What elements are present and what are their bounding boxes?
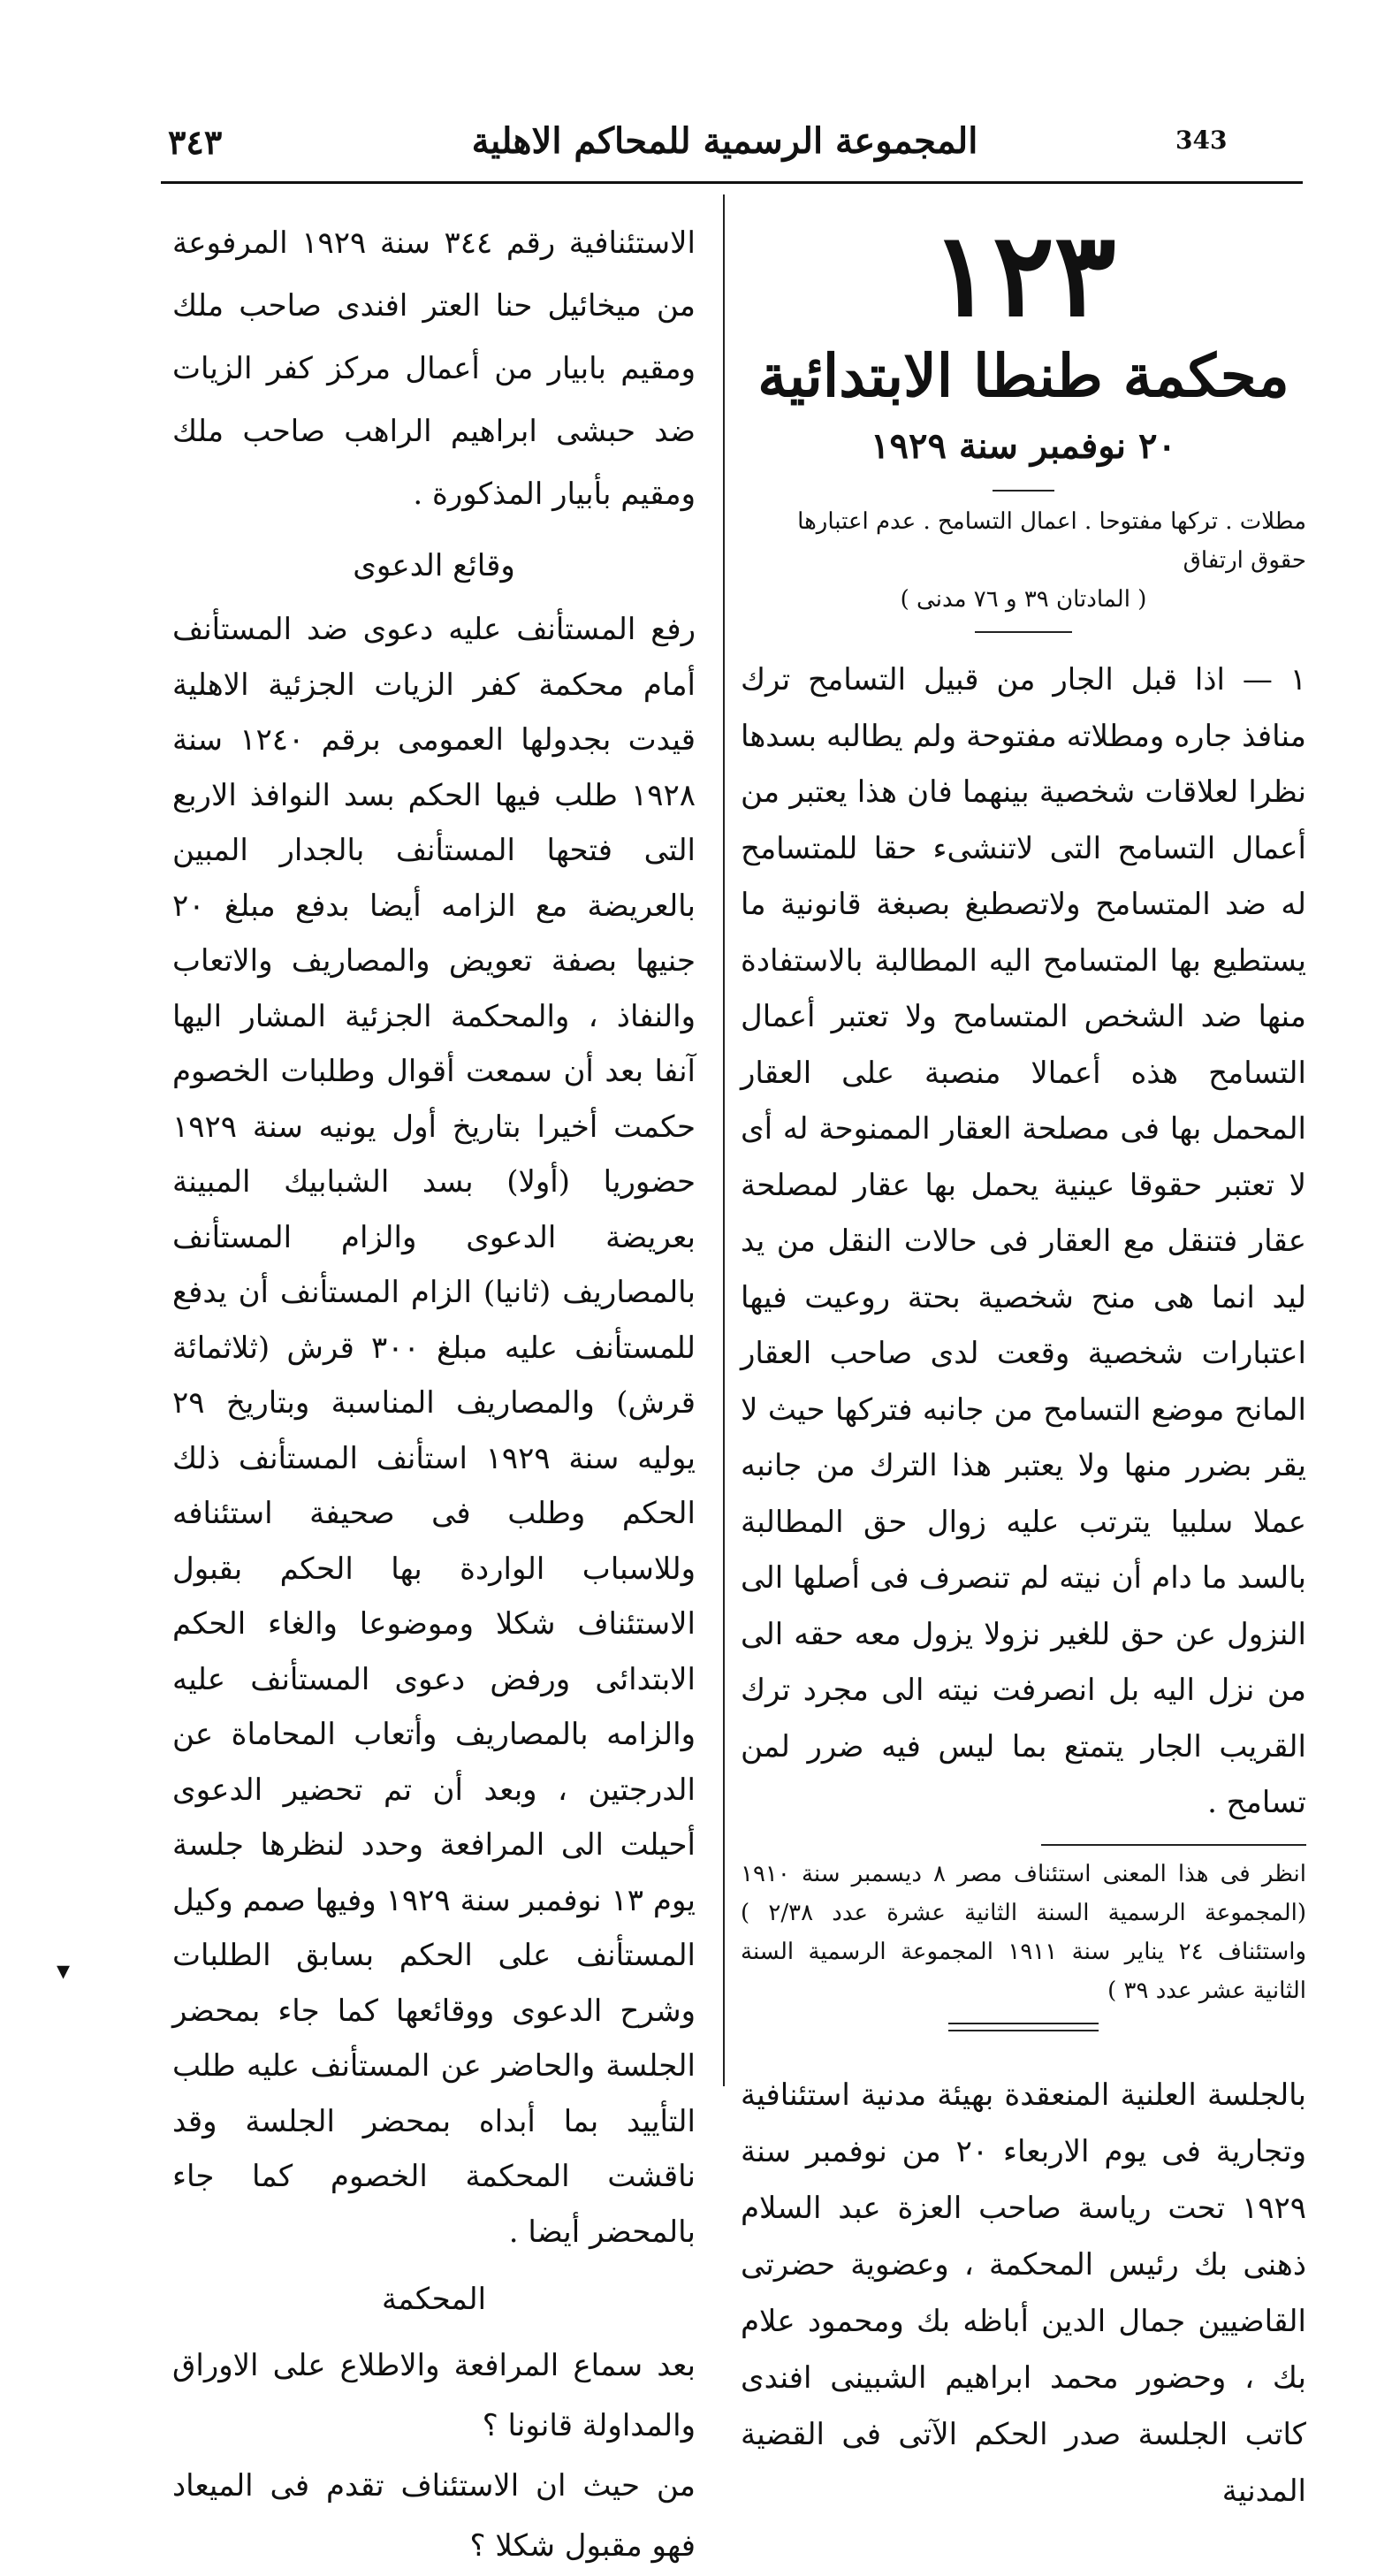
margin-mark: ▾ (57, 1955, 71, 1986)
decision-date: ٢٠ نوفمبر سنة ١٩٢٩ (871, 425, 1176, 467)
facts-paragraph: رفع المستأنف عليه دعوى ضد المستأنف أمام محكمة كفر الزيات الجزئية الاهلية قيدت بجدولها العمومى برقم ١٢٤٠ سنة ١٩٢٨ طلب فيها الحكم بسد النوافذ الاربع التى فتحها المستأنف بالجدار المبين بالعريضة مع الزامه أيضا بدفع مبلغ ٢٠ جنيها بصفة تعويض والمصاريف والاتعاب والنفاذ ، والمحكمة الجزئية المشار اليها آنفا بعد أن سمعت أقوال وطلبات الخصوم حكمت أخيرا بتاريخ أول يونيه سنة ١٩٢٩ حضوريا (أولا) بسد الشبابيك المبينة بعريضة الدعوى والزام المستأنف بالمصاريف (ثانيا) الزام المستأنف أن يدفع للمستأنف عليه مبلغ ٣٠٠ قرش (ثلاثمائة قرش) والمصاريف المناسبة وبتاريخ ٢٩ يوليه سنة ١٩٢٩ استأنف المستأنف ذلك الحكم وطلب فى صحيفة استئنافه وللاسباب الواردة بها الحكم بقبول الاستئناف شكلا وموضوعا والغاء الحكم الابتدائى ورفض دعوى المستأنف عليه والزامه بالمصاريف وأتعاب المحاماة عن الدرجتين ، وبعد أن تم تحضير الدعوى أحيلت الى المرافعة وحدد لنظرها جلسة يوم ١٣ نوفمبر سنة ١٩٢٩ وفيها صمم وكيل المستأنف على الحكم بسابق الطلبات وشرح الدعوى ووقائعها كما جاء بمحضر الجلسة والحاضر عن المستأنف عليه طلب التأييد بما أبداه بمحضر الجلسة وقد ناقشت المحكمة الخصوم كما جاء بالمحضر أيضا . (172, 612, 696, 2250)
column-divider (723, 194, 725, 2086)
reference-note: انظر فى هذا المعنى استئناف مصر ٨ ديسمبر سنة ١٩١٠ (المجموعة الرسمية السنة الثانية عشرة عدد ٢/٣٨ ) واستئناف ٢٤ يناير سنة ١٩١١ المجموعة الرسمية السنة الثانية عشر عدد ٣٩ ) (741, 1860, 1307, 2004)
left-column (172, 212, 696, 2576)
short-rule (993, 490, 1054, 492)
court-heading: المحكمة (381, 2282, 487, 2317)
legal-principle: ١ — اذا قبل الجار من قبيل التسامح ترك منافذ جاره ومطلاته مفتوحة ولم يطالبه بسدها نظرا لعلاقات شخصية بينهما فان هذا يعتبر من أعمال التسامح التى لاتنشىء حقا للمتسامح له ضد المتسامح ولاتصطبغ بصبغة قانونية ما يستطيع بها المتسامح اليه المطالبة بالاستفادة منها ضد الشخص المتسامح ولا تعتبر أعمال التسامح هذه أعمالا منصبة على العقار المحمل بها فى مصلحة العقار الممنوحة له أى لا تعتبر حقوقا عينية يحمل بها عقار لمصلحة عقار فتنقل مع العقار فى حالات النقل من يد ليد انما هى منح شخصية بحتة روعيت فيها اعتبارات شخصية وقعت لدى صاحب العقار المانح موضع التسامح من جانبه فتركها حيث لا يقر بضرر منها ولا يعتبر هذا الترك من جانبه عملا سلبيا يترتب عليه زوال حق المطالبة بالسد ما دام أن نيته لم تنصرف فى أصلها الى النزول عن حق للغير نزولا يزول معه حقه الى من نزل اليه بل انصرفت نيته الى مجرد ترك القريب الجار يتمتع بما ليس فيه ضرر لمن تسامح . (741, 662, 1306, 1820)
running-title: المجموعة الرسمية للمحاكم الاهلية (471, 120, 978, 162)
page-number-arabic: ٣٤٣ (168, 122, 223, 162)
header-rule (161, 181, 1303, 184)
court-paragraph-1: بعد سماع المرافعة والاطلاع على الاوراق والمداولة قانونا ؟ (172, 2348, 696, 2443)
case-intro: الاستئنافية رقم ٣٤٤ سنة ١٩٢٩ المرفوعة من ميخائيل حنا العتر افندى صاحب ملك ومقيم بابيار من أعمال مركز كفر الزيات ضد حبشى ابراهيم الراهب صاحب ملك ومقيم بأبيار المذكورة . (172, 225, 696, 512)
facts-heading: وقائع الدعوى (353, 548, 515, 583)
session-paragraph: بالجلسة العلنية المنعقدة بهيئة مدنية استئنافية وتجارية فى يوم الاربعاء ٢٠ من نوفمبر سنة ١٩٢٩ تحت رياسة صاحب العزة عبد السلام ذهنى بك رئيس المحكمة ، وعضوية حضرتى القاضيين جمال الدين أباظه بك ومحمود علام بك ، وحضور محمد ابراهيم الشبينى افندى كاتب الجلسة صدر الحكم الآتى فى القضية المدنية (741, 2077, 1307, 2509)
right-column (741, 207, 1307, 2519)
case-number: ١٢٣ (931, 207, 1116, 342)
double-rule (948, 2023, 1099, 2031)
footnote-rule (1041, 1844, 1306, 1846)
legal-articles: ( المادتان ٣٩ و ٧٦ مدنى ) (900, 586, 1147, 613)
court-paragraph-2: من حيث ان الاستئناف تقدم فى الميعاد فهو مقبول شكلا ؟ (172, 2468, 696, 2564)
court-name: محكمة طنطا الابتدائية (757, 341, 1289, 410)
section-rule (975, 631, 1072, 633)
page-number-latin: 343 (1175, 126, 1228, 155)
keywords: مطلات . تركها مفتوحا . اعمال التسامح . عدم اعتبارها حقوق ارتفاق (797, 508, 1306, 574)
